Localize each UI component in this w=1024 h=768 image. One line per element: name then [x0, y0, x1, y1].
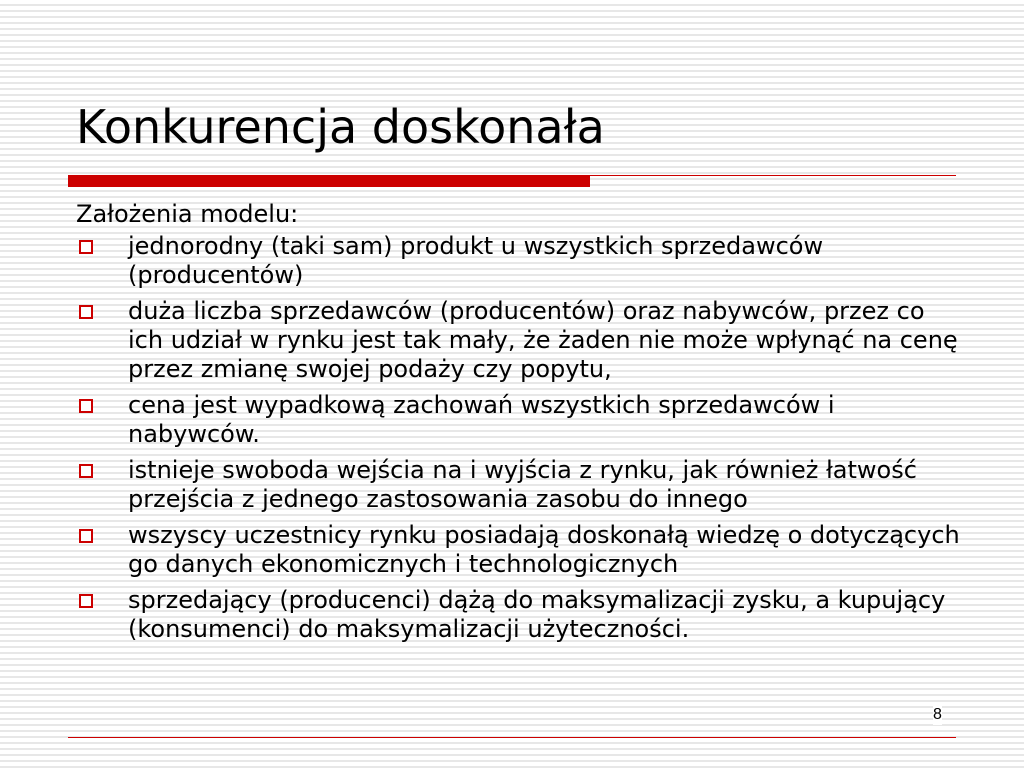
- bullet-item: [76, 232, 966, 290]
- bullet-text: duża liczba sprzedawców (producentów) oraz nabywców, przez co ich udział w rynku jest tak mały, że żaden nie może wpłynąć na cenę przez zmianę swojej podaży czy popytu,: [128, 297, 958, 383]
- hollow-square-bullet-icon: [79, 529, 93, 543]
- bullet-text: sprzedający (producenci) dążą do maksymalizacji zysku, a kupujący (konsumenci) do maksymalizacji użyteczności.: [128, 586, 946, 643]
- hollow-square-bullet-icon: [79, 464, 93, 478]
- bullet-text: wszyscy uczestnicy rynku posiadają doskonałą wiedzę o dotyczących go danych ekonomicznych i technologicznych: [128, 521, 960, 578]
- bullet-item: [76, 297, 966, 384]
- footer-rule: [68, 737, 956, 738]
- bullet-item: [76, 391, 966, 449]
- hollow-square-bullet-icon: [79, 399, 93, 413]
- hollow-square-bullet-icon: [79, 305, 93, 319]
- title-underline-thick: [68, 175, 590, 187]
- hollow-square-bullet-icon: [79, 240, 93, 254]
- slide-body: [76, 200, 966, 651]
- page-number: 8: [933, 706, 942, 723]
- bullet-text: jednorodny (taki sam) produkt u wszystkich sprzedawców (producentów): [128, 232, 824, 289]
- title-underline-thin: [590, 175, 956, 176]
- intro-text: Założenia modelu:: [76, 200, 299, 228]
- bullet-text: cena jest wypadkową zachowań wszystkich sprzedawców i nabywców.: [128, 391, 835, 448]
- bullet-item: [76, 521, 966, 579]
- bullet-item: [76, 456, 966, 514]
- bullet-list: [76, 232, 966, 644]
- hollow-square-bullet-icon: [79, 594, 93, 608]
- bullet-item: [76, 586, 966, 644]
- slide-title: Konkurencja doskonała: [76, 100, 605, 154]
- bullet-text: istnieje swoboda wejścia na i wyjścia z rynku, jak również łatwość przejścia z jednego zastosowania zasobu do innego: [128, 456, 917, 513]
